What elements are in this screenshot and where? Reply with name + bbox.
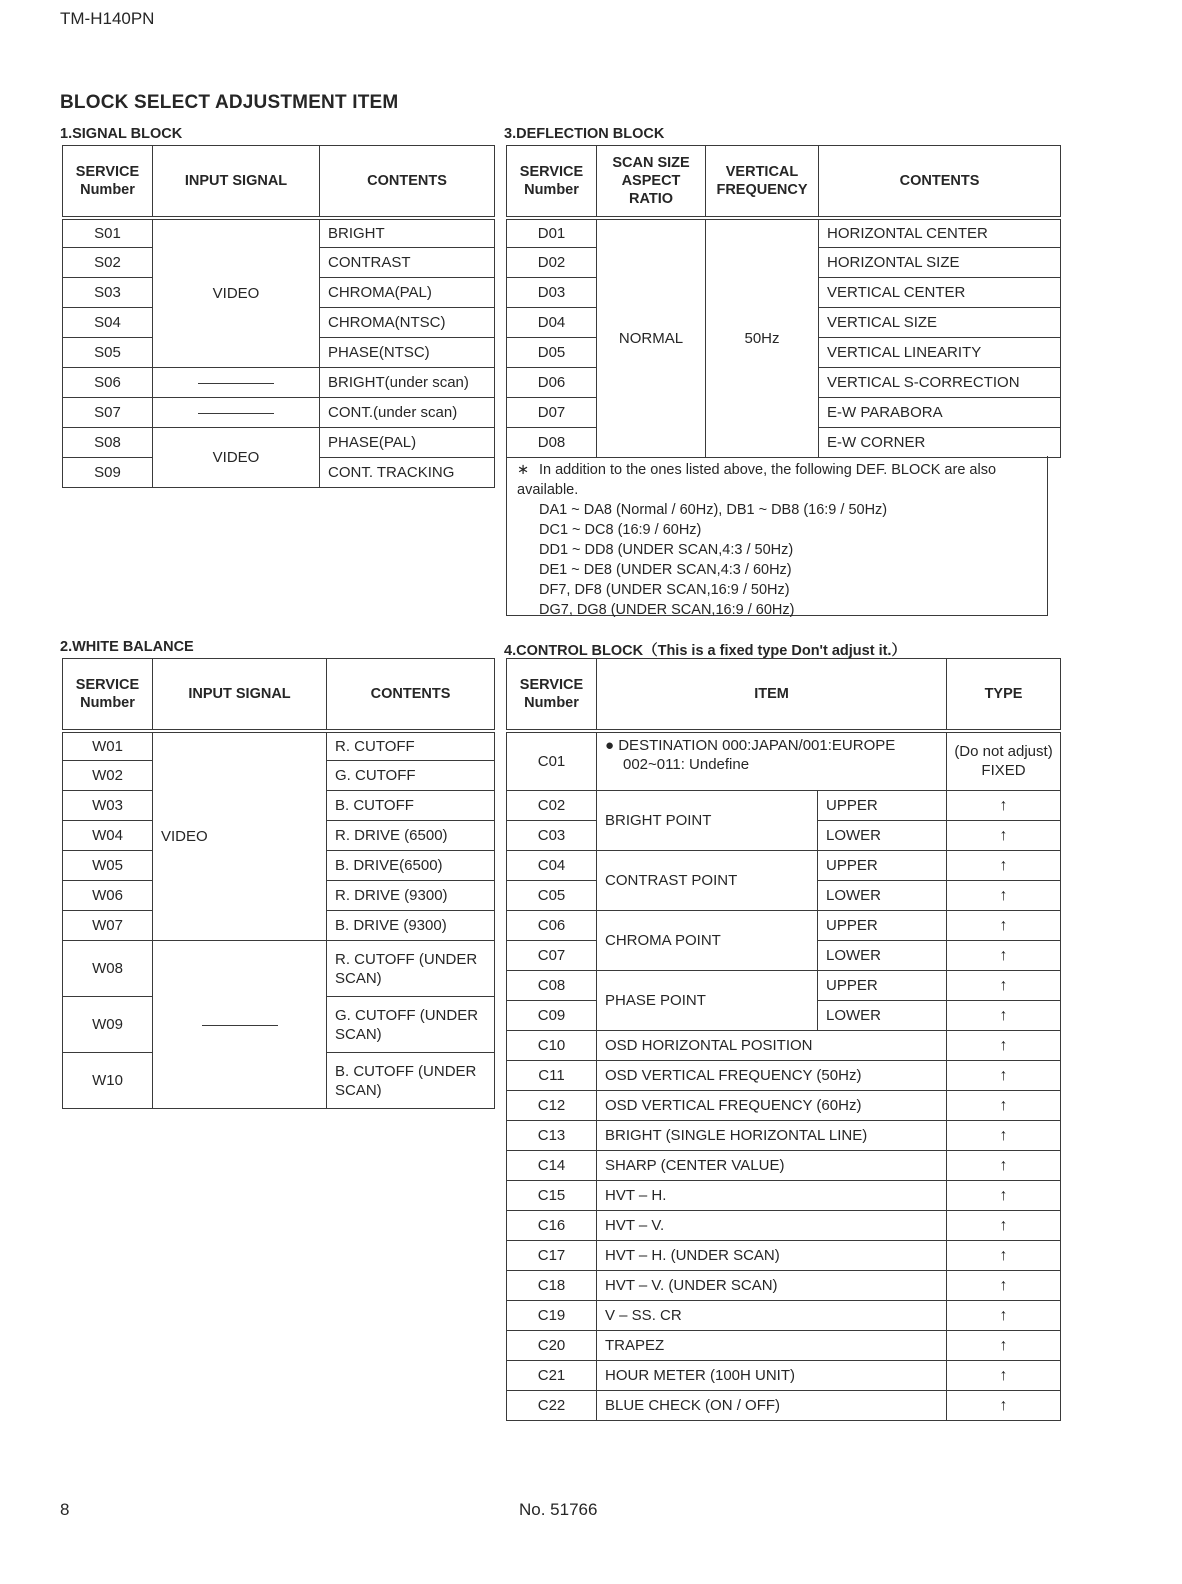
deflection-note [506, 456, 1048, 616]
item-cell: HOUR METER (100H UNIT) [597, 1361, 947, 1391]
white-balance-title: 2.WHITE BALANCE [60, 639, 194, 655]
service-number: S06 [63, 368, 153, 398]
contents-cell: G. CUTOFF [327, 761, 495, 791]
item-cell: HVT – H. [597, 1181, 947, 1211]
service-number: C21 [507, 1361, 597, 1391]
item-cell: PHASE POINT [597, 971, 818, 1031]
contents-cell: CONTRAST [320, 248, 495, 278]
item-cell: SHARP (CENTER VALUE) [597, 1151, 947, 1181]
header-contents: CONTENTS [327, 659, 495, 731]
item-cell: BLUE CHECK (ON / OFF) [597, 1391, 947, 1421]
service-number: W08 [63, 941, 153, 997]
contents-cell: VERTICAL LINEARITY [819, 338, 1061, 368]
vertical-frequency-value: 50Hz [706, 218, 819, 458]
same-as-above-icon: ↑ [947, 851, 1061, 881]
signal-block-title: 1.SIGNAL BLOCK [60, 126, 183, 142]
service-number: W04 [63, 821, 153, 851]
same-as-above-icon: ↑ [947, 1331, 1061, 1361]
same-as-above-icon: ↑ [947, 791, 1061, 821]
service-number: S09 [63, 458, 153, 488]
sub-item-cell: UPPER [818, 971, 947, 1001]
note-line: DF7, DF8 (UNDER SCAN,16:9 / 50Hz) [539, 582, 790, 598]
service-number: W06 [63, 881, 153, 911]
service-number: S08 [63, 428, 153, 458]
service-number: S04 [63, 308, 153, 338]
contents-cell: B. DRIVE(6500) [327, 851, 495, 881]
sub-item-cell: UPPER [818, 791, 947, 821]
contents-cell: VERTICAL SIZE [819, 308, 1061, 338]
control-block-title: 4.CONTROL BLOCK（This is a fixed type Don't adjust it.） [504, 643, 906, 659]
item-cell: CHROMA POINT [597, 911, 818, 971]
service-number: C03 [507, 821, 597, 851]
item-cell: HVT – V. [597, 1211, 947, 1241]
input-signal-video: VIDEO [153, 731, 327, 941]
service-number: W10 [63, 1053, 153, 1109]
same-as-above-icon: ↑ [947, 1391, 1061, 1421]
item-cell: BRIGHT POINT [597, 791, 818, 851]
item-cell: BRIGHT (SINGLE HORIZONTAL LINE) [597, 1121, 947, 1151]
white-balance-table [62, 658, 495, 1109]
contents-cell: B. DRIVE (9300) [327, 911, 495, 941]
service-number: C05 [507, 881, 597, 911]
type-fixed: (Do not adjust) FIXED [947, 731, 1061, 791]
contents-cell: B. CUTOFF (UNDER SCAN) [327, 1053, 495, 1109]
sub-item-cell: UPPER [818, 851, 947, 881]
page-number: 8 [60, 1500, 70, 1519]
service-number: S01 [63, 218, 153, 248]
service-number: C13 [507, 1121, 597, 1151]
same-as-above-icon: ↑ [947, 1181, 1061, 1211]
header-service-number: SERVICE Number [507, 659, 597, 731]
header-input-signal: INPUT SIGNAL [153, 659, 327, 731]
header-service-number: SERVICE Number [63, 146, 153, 218]
page-title: BLOCK SELECT ADJUSTMENT ITEM [60, 92, 399, 113]
header-service-number: SERVICE Number [63, 659, 153, 731]
contents-cell: BRIGHT(under scan) [320, 368, 495, 398]
contents-cell: PHASE(NTSC) [320, 338, 495, 368]
service-number: C19 [507, 1301, 597, 1331]
service-number: D04 [507, 308, 597, 338]
item-cell: CONTRAST POINT [597, 851, 818, 911]
service-number: W07 [63, 911, 153, 941]
header-contents: CONTENTS [320, 146, 495, 218]
same-as-above-icon: ↑ [947, 1271, 1061, 1301]
service-number: C15 [507, 1181, 597, 1211]
note-intro: ∗ In addition to the ones listed above, the following DEF. BLOCK are also available. [517, 462, 997, 498]
same-as-above-icon: ↑ [947, 1211, 1061, 1241]
note-line: DA1 ~ DA8 (Normal / 60Hz), DB1 ~ DB8 (16:9 / 50Hz) [539, 502, 888, 518]
same-as-above-icon: ↑ [947, 1061, 1061, 1091]
header-input-signal: INPUT SIGNAL [153, 146, 320, 218]
note-line: DE1 ~ DE8 (UNDER SCAN,4:3 / 60Hz) [539, 562, 792, 578]
note-asterisk: ∗ [517, 462, 530, 478]
same-as-above-icon: ↑ [947, 1241, 1061, 1271]
control-block-table [506, 658, 1061, 1421]
service-number: D03 [507, 278, 597, 308]
contents-cell: G. CUTOFF (UNDER SCAN) [327, 997, 495, 1053]
item-cell: HVT – V. (UNDER SCAN) [597, 1271, 947, 1301]
header-item: ITEM [597, 659, 947, 731]
sub-item-cell: LOWER [818, 881, 947, 911]
service-number: D01 [507, 218, 597, 248]
contents-cell: E-W PARABORA [819, 398, 1061, 428]
service-number: C01 [507, 731, 597, 791]
service-number: W09 [63, 997, 153, 1053]
service-number: C16 [507, 1211, 597, 1241]
header-vertical-frequency: VERTICAL FREQUENCY [706, 146, 819, 218]
contents-cell: CONT. TRACKING [320, 458, 495, 488]
deflection-block-title: 3.DEFLECTION BLOCK [504, 126, 665, 142]
service-number: S02 [63, 248, 153, 278]
service-number: C09 [507, 1001, 597, 1031]
contents-cell: E-W CORNER [819, 428, 1061, 458]
contents-cell: R. DRIVE (6500) [327, 821, 495, 851]
header-scan-size: SCAN SIZE ASPECT RATIO [597, 146, 706, 218]
service-number: D05 [507, 338, 597, 368]
service-number: C14 [507, 1151, 597, 1181]
contents-cell: PHASE(PAL) [320, 428, 495, 458]
service-number: D08 [507, 428, 597, 458]
model-number: TM-H140PN [60, 9, 155, 28]
same-as-above-icon: ↑ [947, 1091, 1061, 1121]
sub-item-cell: LOWER [818, 1001, 947, 1031]
same-as-above-icon: ↑ [947, 1001, 1061, 1031]
contents-cell: HORIZONTAL CENTER [819, 218, 1061, 248]
same-as-above-icon: ↑ [947, 1301, 1061, 1331]
service-number: C17 [507, 1241, 597, 1271]
contents-cell: VERTICAL S-CORRECTION [819, 368, 1061, 398]
service-number: C12 [507, 1091, 597, 1121]
note-line: DC1 ~ DC8 (16:9 / 60Hz) [539, 522, 702, 538]
item-cell: HVT – H. (UNDER SCAN) [597, 1241, 947, 1271]
service-number: C02 [507, 791, 597, 821]
service-number: S05 [63, 338, 153, 368]
input-signal-video: VIDEO [153, 428, 320, 488]
contents-cell: R. CUTOFF (UNDER SCAN) [327, 941, 495, 997]
same-as-above-icon: ↑ [947, 971, 1061, 1001]
no-input-dash [153, 368, 320, 398]
service-number: W03 [63, 791, 153, 821]
service-number: W05 [63, 851, 153, 881]
item-cell: OSD HORIZONTAL POSITION [597, 1031, 947, 1061]
contents-cell: VERTICAL CENTER [819, 278, 1061, 308]
contents-cell: CONT.(under scan) [320, 398, 495, 428]
contents-cell: HORIZONTAL SIZE [819, 248, 1061, 278]
note-line: DD1 ~ DD8 (UNDER SCAN,4:3 / 50Hz) [539, 542, 794, 558]
input-signal-video: VIDEO [153, 218, 320, 368]
service-number: C11 [507, 1061, 597, 1091]
service-number: S03 [63, 278, 153, 308]
service-number: C07 [507, 941, 597, 971]
deflection-block-table [506, 145, 1061, 458]
item-cell: V – SS. CR [597, 1301, 947, 1331]
service-number: S07 [63, 398, 153, 428]
service-number: C10 [507, 1031, 597, 1061]
service-number: D07 [507, 398, 597, 428]
same-as-above-icon: ↑ [947, 1121, 1061, 1151]
sub-item-cell: LOWER [818, 941, 947, 971]
sub-item-cell: LOWER [818, 821, 947, 851]
header-contents: CONTENTS [819, 146, 1061, 218]
service-number: C18 [507, 1271, 597, 1301]
destination-item: ● DESTINATION 000:JAPAN/001:EUROPE 002~011: Undefine [597, 731, 947, 791]
same-as-above-icon: ↑ [947, 881, 1061, 911]
scan-size-value: NORMAL [597, 218, 706, 458]
service-number: D02 [507, 248, 597, 278]
contents-cell: CHROMA(NTSC) [320, 308, 495, 338]
service-number: W01 [63, 731, 153, 761]
signal-block-table [62, 145, 495, 488]
same-as-above-icon: ↑ [947, 911, 1061, 941]
header-service-number: SERVICE Number [507, 146, 597, 218]
header-type: TYPE [947, 659, 1061, 731]
item-cell: OSD VERTICAL FREQUENCY (60Hz) [597, 1091, 947, 1121]
contents-cell: R. CUTOFF [327, 731, 495, 761]
note-line: DG7, DG8 (UNDER SCAN,16:9 / 60Hz) [539, 602, 795, 618]
no-input-dash [153, 941, 327, 1109]
same-as-above-icon: ↑ [947, 1361, 1061, 1391]
item-cell: OSD VERTICAL FREQUENCY (50Hz) [597, 1061, 947, 1091]
document-number: No. 51766 [519, 1500, 598, 1519]
no-input-dash [153, 398, 320, 428]
service-number: W02 [63, 761, 153, 791]
item-cell: TRAPEZ [597, 1331, 947, 1361]
service-number: C08 [507, 971, 597, 1001]
sub-item-cell: UPPER [818, 911, 947, 941]
contents-cell: B. CUTOFF [327, 791, 495, 821]
same-as-above-icon: ↑ [947, 1031, 1061, 1061]
same-as-above-icon: ↑ [947, 821, 1061, 851]
same-as-above-icon: ↑ [947, 941, 1061, 971]
service-number: C22 [507, 1391, 597, 1421]
service-number: C06 [507, 911, 597, 941]
service-number: C20 [507, 1331, 597, 1361]
same-as-above-icon: ↑ [947, 1151, 1061, 1181]
contents-cell: BRIGHT [320, 218, 495, 248]
contents-cell: R. DRIVE (9300) [327, 881, 495, 911]
service-number: D06 [507, 368, 597, 398]
contents-cell: CHROMA(PAL) [320, 278, 495, 308]
service-number: C04 [507, 851, 597, 881]
